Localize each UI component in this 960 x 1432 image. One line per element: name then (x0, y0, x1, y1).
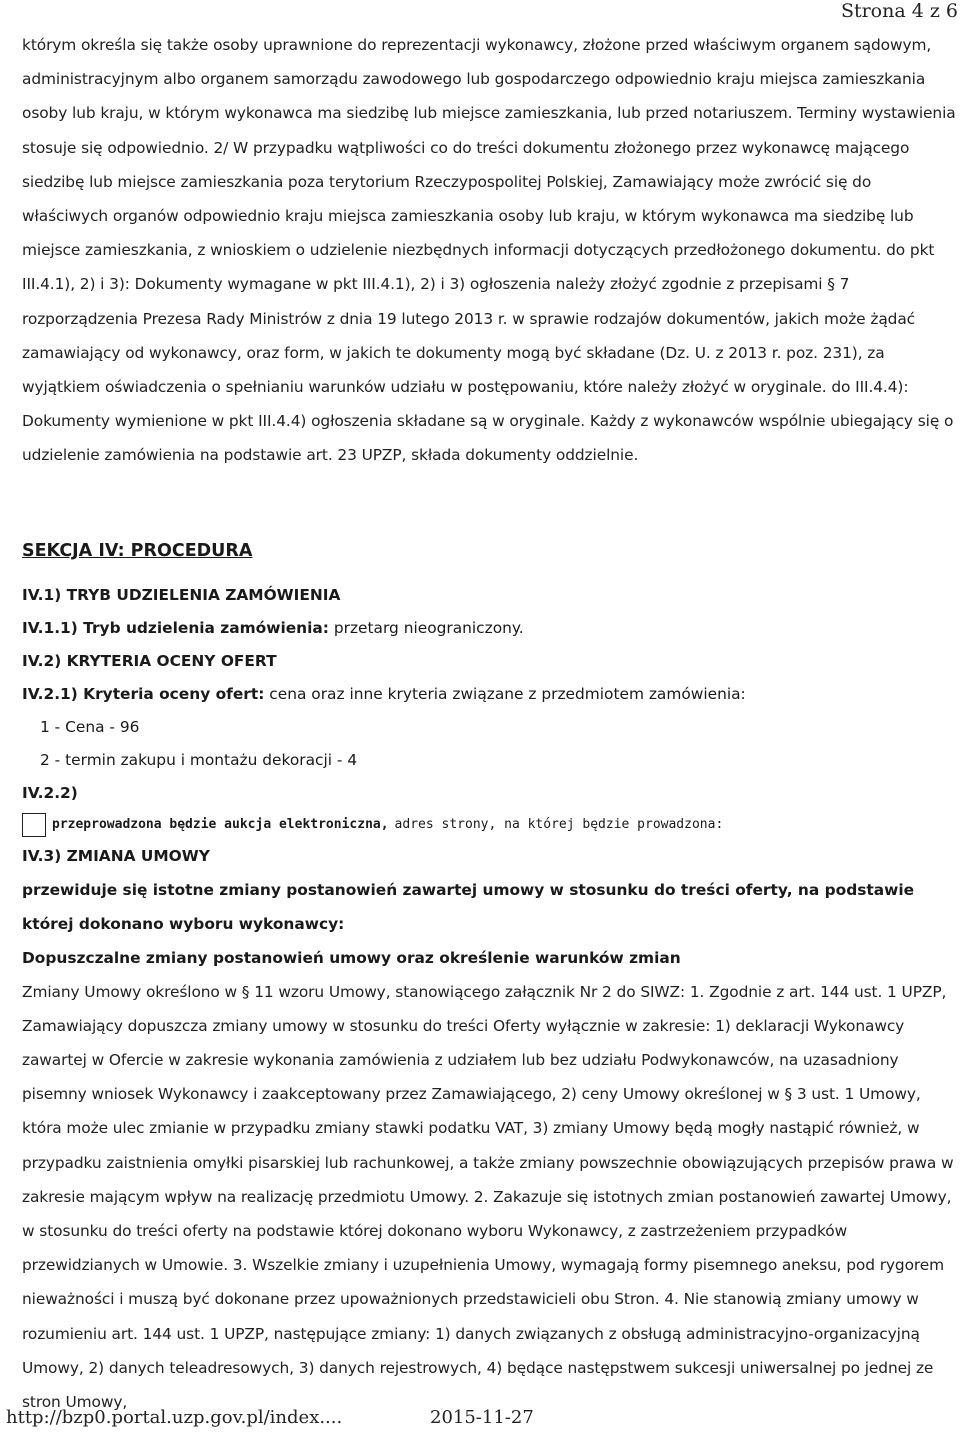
iv21-line (22, 683, 957, 705)
iv2-heading: IV.2) KRYTERIA OCENY OFERT (22, 651, 277, 670)
iv21-label: IV.2.1) Kryteria oceny ofert: (22, 684, 265, 703)
criterion-item: 1 - Cena - 96 (40, 717, 140, 736)
iv1-heading: IV.1) TRYB UDZIELENIA ZAMÓWIENIA (22, 585, 341, 604)
iv11-label: IV.1.1) Tryb udzielenia zamówienia: (22, 618, 329, 637)
page-number: Strona 4 z 6 (840, 0, 958, 22)
dopuszczalne-heading: Dopuszczalne zmiany postanowień umowy oraz określenie warunków zmian (22, 948, 681, 967)
document-content (22, 28, 957, 1419)
aukcja-row (22, 813, 957, 837)
aukcja-address-label: adres strony, na której będzie prowadzona: (394, 817, 724, 833)
iv11-line (22, 617, 957, 639)
iv21-value: cena oraz inne kryteria związane z przedmiotem zamówienia: (264, 684, 746, 703)
section-title: SEKCJA IV: PROCEDURA (22, 540, 253, 561)
footer-date: 2015-11-27 (430, 1407, 534, 1428)
criterion-item: 2 - termin zakupu i montażu dekoracji - 4 (40, 750, 358, 769)
aukcja-label: przeprowadzona będzie aukcja elektroniczna, (52, 817, 389, 833)
aukcja-checkbox[interactable] (22, 813, 46, 837)
iv11-value: przetarg nieograniczony. (328, 618, 524, 637)
iv3-change-statement: przewiduje się istotne zmiany postanowień zawartej umowy w stosunku do treści oferty, na podstawie której dokonano wyboru wykonawcy: (22, 880, 915, 933)
paragraph-documents: którym określa się także osoby uprawnione do reprezentacji wykonawcy, złożone przed właściwym organem sądowym, administracyjnym albo organem samorządu zawodowego lub gospodarczego odpowiednio kraju miejsca zamieszkania osoby lub kraju, w którym wykonawca ma siedzibę lub miejsce zamieszkania, lub przed notariuszem. Terminy wystawienia stosuje się odpowiednio. 2/ W przypadku wątpliwości co do treści dokumentu złożonego przez wykonawcę mającego siedzibę lub miejsce zamieszkania poza terytorium Rzeczypospolitej Polskiej, Zamawiający może zwrócić się do właściwych organów odpowiednio kraju miejsca zamieszkania osoby lub kraju, w którym wykonawca ma siedzibę lub miejsce zamieszkania, z wnioskiem o udzielenie niezbędnych informacji dotyczących przedłożonego dokumentu. do pkt III.4.1), 2) i 3): Dokumenty wymagane w pkt III.4.1), 2) i 3) ogłoszenia należy złożyć zgodnie z przepisami § 7 rozporządzenia Prezesa Rady Ministrów z dnia 19 lutego 2013 r. w sprawie rodzajów dokumentów, jakich może żądać zamawiający od wykonawcy, oraz form, w jakich te dokumenty mogą być składane (Dz. U. z 2013 r. poz. 231), za wyjątkiem oświadczenia o spełnianiu warunków udziału w postępowaniu, które należy złożyć w oryginale. do III.4.4): Dokumenty wymienione w pkt III.4.4) ogłoszenia składane są w oryginale. Każdy z wykonawców wspólnie ubiegający się o udzielenie zamówienia na podstawie art. 23 UPZP, składa dokumenty oddzielnie. (22, 36, 956, 465)
iv22-heading: IV.2.2) (22, 783, 78, 802)
iv3-heading: IV.3) ZMIANA UMOWY (22, 846, 210, 865)
footer-url: http://bzp0.portal.uzp.gov.pl/index.... (6, 1407, 343, 1428)
zmiany-paragraph: Zmiany Umowy określono w § 11 wzoru Umowy, stanowiącego załącznik Nr 2 do SIWZ: 1. Zgodnie z art. 144 ust. 1 UPZP, Zamawiający dopuszcza zmiany umowy w stosunku do treści Oferty wyłącznie w zakresie: 1) deklaracji Wykonawcy zawartej w Ofercie w zakresie wykonania zamówienia z udziałem lub bez udziału Podwykonawców, na uzasadniony pisemny wniosek Wykonawcy i zaakceptowany przez Zamawiającego, 2) ceny Umowy określonej w § 3 ust. 1 Umowy, która może ulec zmianie w przypadku zmiany stawki podatku VAT, 3) zmiany Umowy będą mogły nastąpić również, w przypadku zaistnienia omyłki pisarskiej lub rachunkowej, a także zmiany powszechnie obowiązujących przepisów prawa w zakresie mającym wpływ na realizację przedmiotu Umowy. 2. Zakazuje się istotnych zmian postanowień zawartej Umowy, w stosunku do treści oferty na podstawie której dokonano wyboru Wykonawcy, z zastrzeżeniem przypadków przewidzianych w Umowie. 3. Wszelkie zmiany i uzupełnienia Umowy, wymagają formy pisemnego aneksu, pod rygorem nieważności i muszą być dokonane przez upoważnionych przedstawicieli obu Stron. 4. Nie stanowią zmiany umowy w rozumieniu art. 144 ust. 1 UPZP, następujące zmiany: 1) danych związanych z obsługą administracyjno-organizacyjną Umowy, 2) danych teleadresowych, 3) danych rejestrowych, 4) będące następstwem sukcesji uniwersalnej po jednej ze stron Umowy, (22, 982, 954, 1412)
